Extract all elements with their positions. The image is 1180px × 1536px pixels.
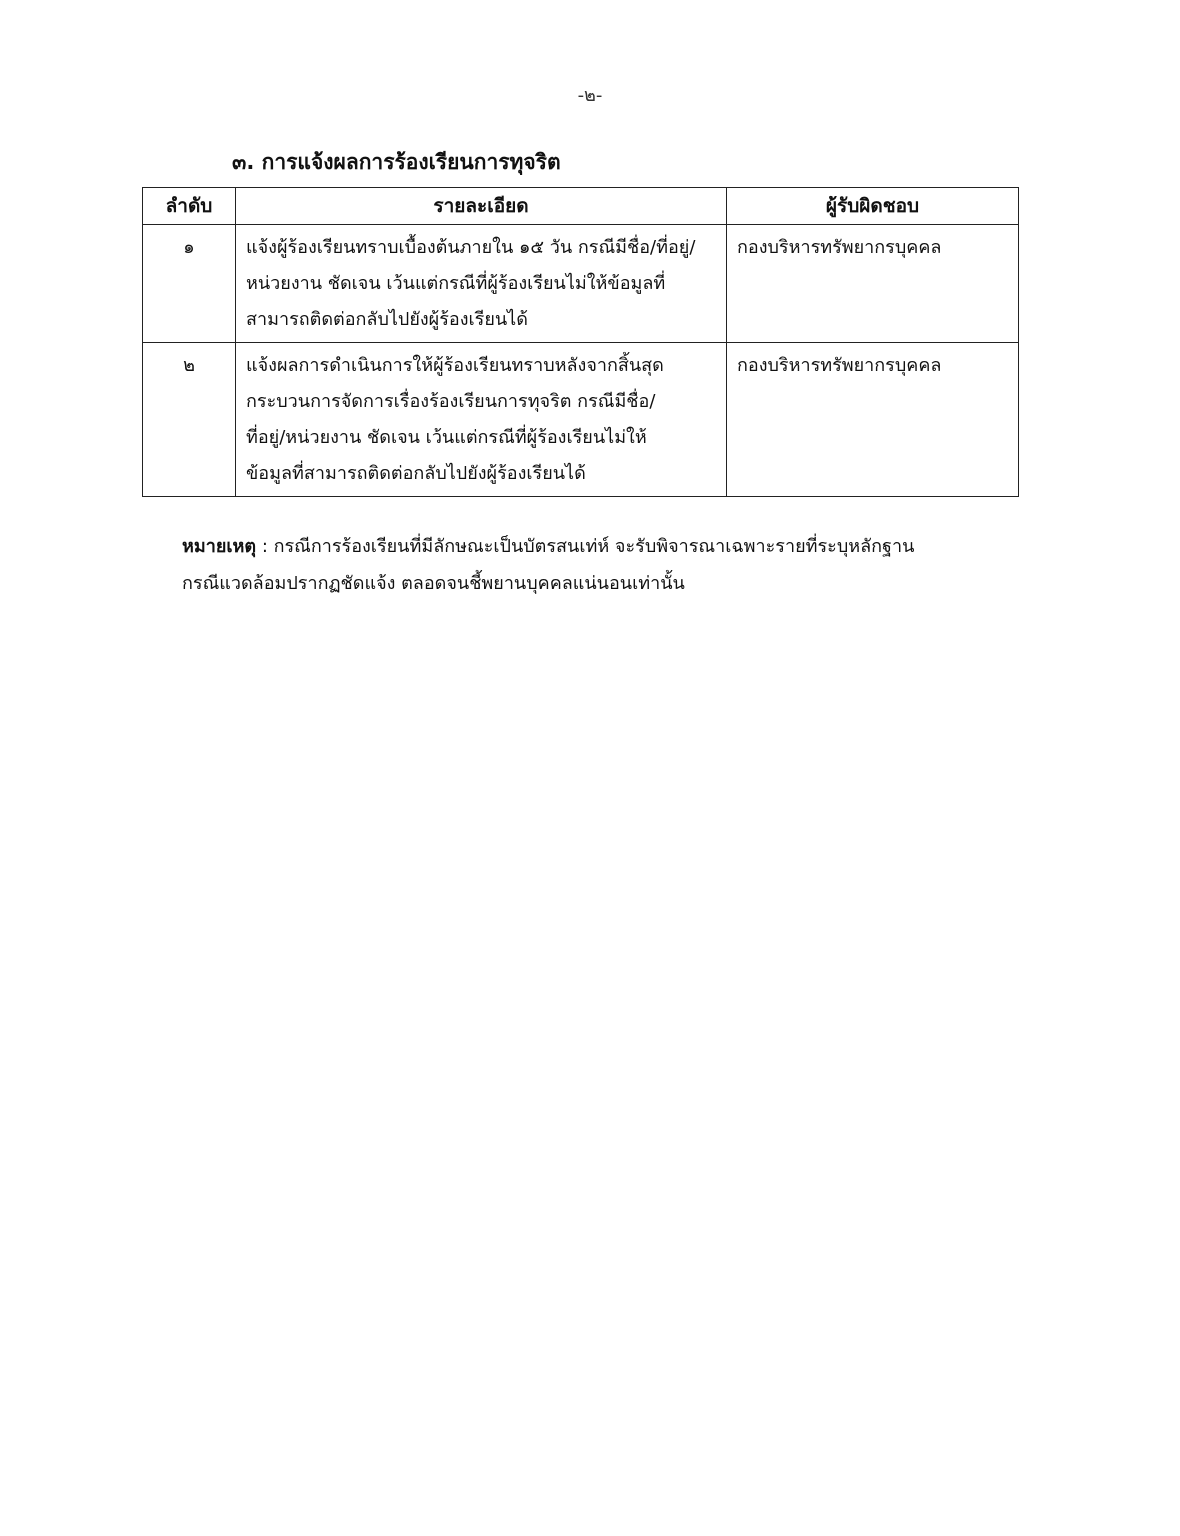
row-detail: [236, 225, 727, 343]
note-line-1: [182, 528, 1012, 565]
detail-line: หน่วยงาน ชัดเจน เว้นแต่กรณีที่ผู้ร้องเรียนไม่ให้ข้อมูลที่: [246, 273, 666, 294]
detail-line: กระบวนการจัดการเรื่องร้องเรียนการทุจริต กรณีมีชื่อ/: [246, 391, 656, 412]
table-row: [143, 225, 1019, 343]
row-responsible: กองบริหารทรัพยากรบุคคล: [727, 225, 1019, 343]
note-line-2: กรณีแวดล้อมปรากฏชัดแจ้ง ตลอดจนชี้พยานบุคคลแน่นอนเท่านั้น: [182, 573, 685, 594]
header-responsible: ผู้รับผิดชอบ: [727, 188, 1019, 225]
section-heading: ๓. การแจ้งผลการร้องเรียนการทุจริต: [232, 150, 561, 174]
row-number: ๒: [143, 343, 236, 497]
note-text: : กรณีการร้องเรียนที่มีลักษณะเป็นบัตรสนเท่ห์ จะรับพิจารณาเฉพาะรายที่ระบุหลักฐาน: [256, 536, 915, 557]
detail-line: สามารถติดต่อกลับไปยังผู้ร้องเรียนได้: [246, 309, 528, 330]
header-order: ลำดับ: [143, 188, 236, 225]
detail-line: ข้อมูลที่สามารถติดต่อกลับไปยังผู้ร้องเรียนได้: [246, 463, 586, 484]
detail-line: แจ้งผู้ร้องเรียนทราบเบื้องต้นภายใน ๑๕ วัน กรณีมีชื่อ/ที่อยู่/: [246, 237, 696, 258]
table-row: [143, 343, 1019, 497]
row-number: ๑: [143, 225, 236, 343]
table-header-row: [143, 188, 1019, 225]
detail-line: ที่อยู่/หน่วยงาน ชัดเจน เว้นแต่กรณีที่ผู้ร้องเรียนไม่ให้: [246, 427, 647, 448]
note: [182, 528, 1012, 602]
row-responsible: กองบริหารทรัพยากรบุคคล: [727, 343, 1019, 497]
row-detail: [236, 343, 727, 497]
note-label: หมายเหตุ: [182, 536, 257, 557]
page-number: -๒-: [577, 85, 603, 106]
header-detail: รายละเอียด: [236, 188, 727, 225]
detail-line: แจ้งผลการดำเนินการให้ผู้ร้องเรียนทราบหลังจากสิ้นสุด: [246, 355, 664, 376]
complaint-result-table: [142, 187, 1019, 497]
